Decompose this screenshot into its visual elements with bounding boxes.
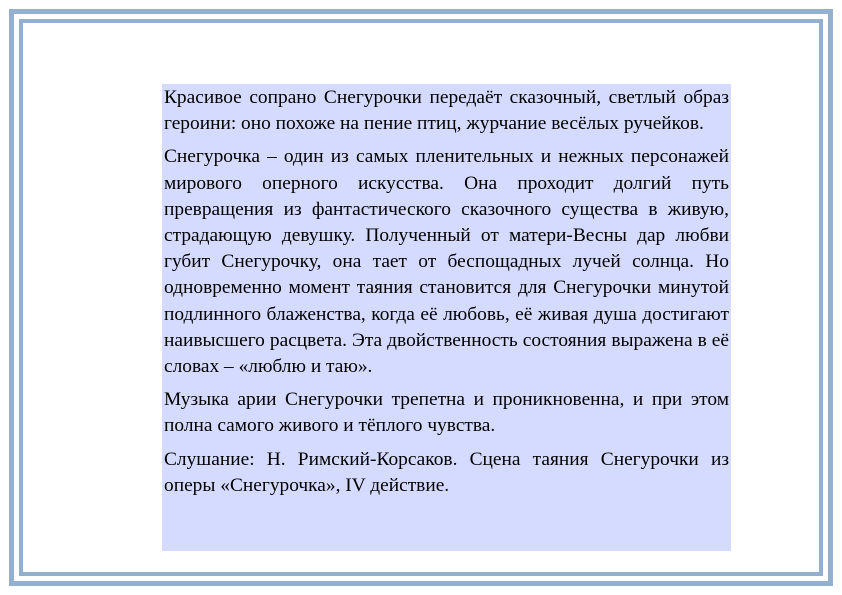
text-block [162, 84, 731, 551]
paragraph-music: Музыка арии Снегурочки трепетна и проникновенна, и при этом полна самого живого и тёплого чувства. [164, 389, 729, 437]
paragraph-listening: Слушание: Н. Римский-Корсаков. Сцена таяния Снегурочки из оперы «Снегурочка», IV действие. [164, 448, 729, 496]
paragraph-character: Снегурочка – один из самых пленительных и нежных персонажей мирового оперного искусства. Она проходит долгий путь превращения из фантастического сказочного существа в живую, страдающую девушку. Полученный от матери-Весны дар любви губит Снегурочку, она тает от беспощадных лучей солнца. Но одновременно момент таяния становится для Снегурочки минутой подлинного блаженства, когда её любовь, её живая душа достигают наивысшего расцвета. Эта двойственность состояния выражена в её словах – «люблю и таю». [164, 146, 729, 378]
paragraph-soprano: Красивое сопрано Снегурочки передаёт сказочный, светлый образ героини: оно похоже на пение птиц, журчание весёлых ручейков. [164, 87, 729, 135]
